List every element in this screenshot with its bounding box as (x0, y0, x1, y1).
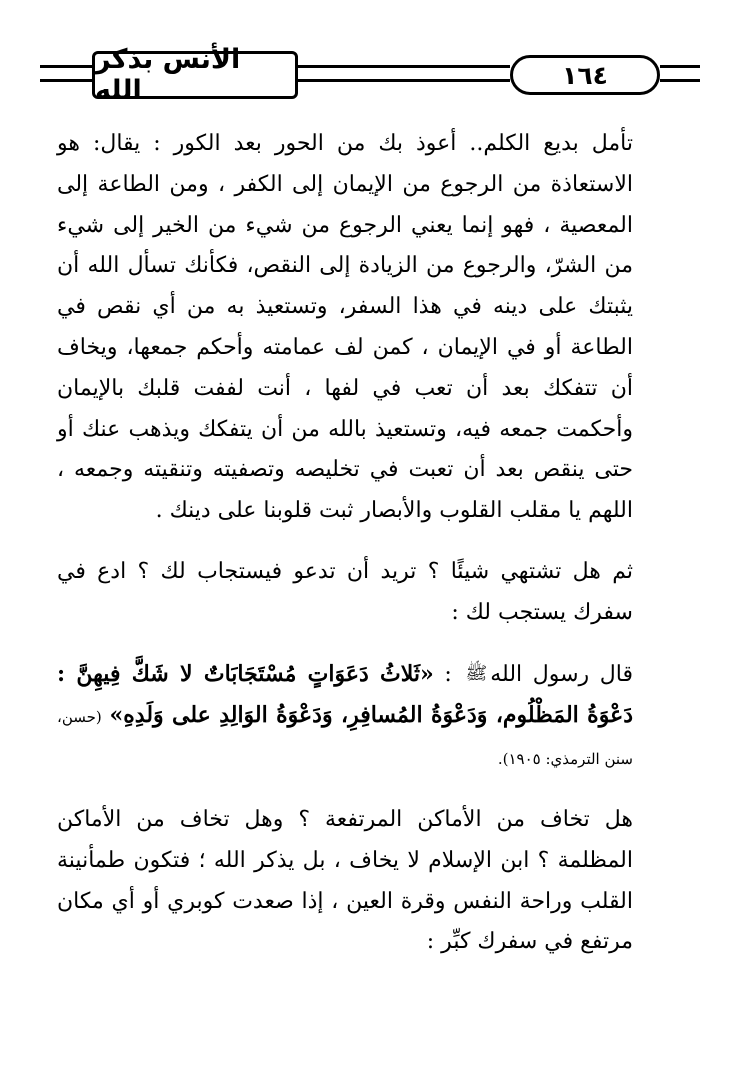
hadith-intro: قال رسول الله (490, 661, 633, 687)
header-rule-middle-2 (298, 79, 510, 82)
page-number: ١٦٤ (510, 55, 660, 95)
paragraph-1: تأمل بديع الكلم.. أعوذ بك من الحور بعد الكور : يقال: هو الاستعاذة من الرجوع من الإيمان إلى الكفر ، ومن الطاعة إلى المعصية ، فهو إنما يعني الرجوع من شيء من الخير إلى شيء من الشرّ، والرجوع من الزيادة إلى النقص، فكأنك تسأل الله أن يثبتك على دينه في هذا السفر، وتستعيذ به من أي نقص في الطاعة أو في الإيمان ، كمن لف عمامته وأحكم جمعها، ويخاف أن تتفكك بعد أن تعب في لفها ، أنت لففت قلبك بالإيمان وأحكمت جمعه فيه، وتستعيذ بالله من أن يتفكك ويذهب عنك أو حتى ينقص بعد أن تعبت في تخليصه وتصفيته وتنقيته وجمعه ، اللهم يا مقلب القلوب والأبصار ثبت قلوبنا على دينك . (57, 131, 633, 524)
page-body (57, 124, 673, 963)
prophet-seal: ﷺ (465, 663, 488, 685)
hadith-citation: (حسن، سنن الترمذي: ١٩٠٥). (57, 708, 633, 769)
header-rule-outer-left-2 (40, 79, 92, 82)
header-rule-outer-left (40, 65, 92, 68)
paragraph-4: هل تخاف من الأماكن المرتفعة ؟ وهل تخاف من الأماكن المظلمة ؟ ابن الإسلام لا يخاف ، بل يذكر الله ؛ فتكون طمأنينة القلب وراحة النفس وقرة العين ، إذا صعدت كوبري أو أي مكان مرتفع في سفرك كبِّر : (57, 806, 633, 955)
hadith-text: «ثَلاثُ دَعَوَاتٍ مُسْتَجَابَاتٌ لا شَكَّ فِيهِنَّ : دَعْوَةُ المَظْلُوم، وَدَعْوَةُ المُسافِرِ، وَدَعْوَةُ الوَالِدِ على وَلَدِهِ» (57, 660, 633, 729)
book-title: الأنس بذكر الله (92, 51, 298, 99)
header-rule-outer-right-2 (660, 79, 700, 82)
header-rule-middle (298, 65, 510, 68)
paragraph-hadith (57, 654, 673, 780)
header-rule-outer-right (660, 65, 700, 68)
page-header (40, 44, 712, 104)
hadith-colon: : (444, 661, 452, 687)
paragraph-2: ثم هل تشتهي شيئًا ؟ تريد أن تدعو فيستجاب لك ؟ ادع في سفرك يستجب لك : (57, 558, 633, 625)
